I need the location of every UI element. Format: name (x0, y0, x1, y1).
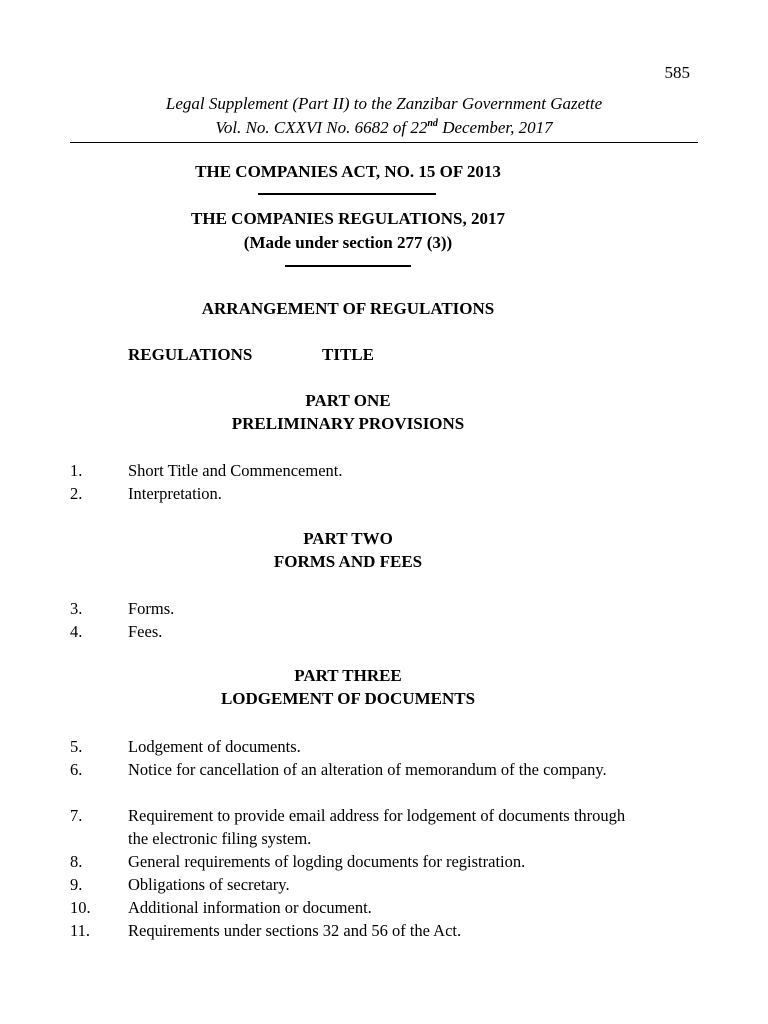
item-text: Requirements under sections 32 and 56 of the Act. (128, 921, 462, 940)
item-text: General requirements of logding documents for registration. (128, 852, 526, 871)
title-divider (258, 193, 436, 195)
item-text: Requirement to provide email address for lodgement of documents through the electronic filing system. (128, 806, 626, 848)
part-two-name: FORMS AND FEES (273, 552, 423, 571)
column-regulations: REGULATIONS (128, 345, 253, 364)
item-text: Lodgement of documents. (128, 737, 301, 756)
item-number: 7. (70, 806, 83, 825)
arrangement-heading: ARRANGEMENT OF REGULATIONS (201, 299, 495, 318)
part-one-name: PRELIMINARY PROVISIONS (231, 414, 465, 433)
regulations-title: THE COMPANIES REGULATIONS, 2017 (191, 209, 505, 228)
item-number: 10. (70, 898, 91, 917)
item-text: Forms. (128, 599, 175, 618)
item-number: 6. (70, 760, 83, 779)
item-number: 2. (70, 484, 83, 503)
gazette-volume (70, 118, 698, 138)
item-text: Obligations of secretary. (128, 875, 290, 894)
item-number: 5. (70, 737, 83, 756)
gazette-title: Legal Supplement (Part II) to the Zanzibar Government Gazette (165, 94, 603, 113)
item-text: Notice for cancellation of an alteration of memorandum of the company. (128, 760, 607, 779)
gazette-volume-date: December, 2017 (437, 118, 553, 137)
item-text: Fees. (128, 622, 163, 641)
item-text: Short Title and Commencement. (128, 461, 343, 480)
page-number: 585 (664, 63, 690, 82)
part-three-label: PART THREE (294, 666, 402, 685)
header-divider (70, 142, 698, 143)
subtitle-divider (285, 265, 411, 267)
item-number: 11. (70, 921, 91, 940)
act-title: THE COMPANIES ACT, NO. 15 OF 2013 (195, 162, 501, 181)
made-under: (Made under section 277 (3)) (243, 233, 453, 252)
item-number: 3. (70, 599, 83, 618)
item-number: 1. (70, 461, 83, 480)
item-text: Interpretation. (128, 484, 222, 503)
item-text: Additional information or document. (128, 898, 372, 917)
gazette-volume-text: Vol. No. CXXVI No. 6682 of 22 (215, 118, 428, 137)
part-two-label: PART TWO (303, 529, 393, 548)
item-number: 9. (70, 875, 83, 894)
part-three-name: LODGEMENT OF DOCUMENTS (220, 689, 476, 708)
column-title: TITLE (322, 345, 374, 364)
gazette-volume-suffix: nd (427, 118, 438, 129)
item-number: 4. (70, 622, 83, 641)
part-one-label: PART ONE (305, 391, 391, 410)
item-number: 8. (70, 852, 83, 871)
